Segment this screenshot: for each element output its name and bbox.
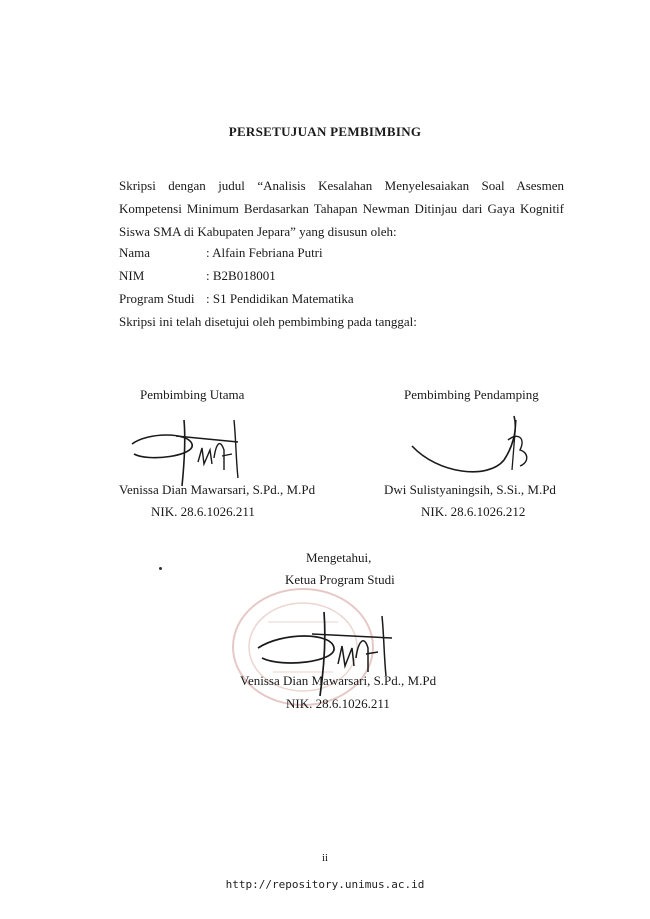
field-value: : S1 Pendidikan Matematika (206, 291, 354, 306)
acknowledgement-nik: NIK. 28.6.1026.211 (286, 696, 390, 711)
field-label: NIM (119, 268, 145, 283)
secondary-supervisor-role: Pembimbing Pendamping (404, 387, 539, 402)
page-title: PERSETUJUAN PEMBIMBING (228, 124, 422, 139)
primary-supervisor-name: Venissa Dian Mawarsari, S.Pd., M.Pd (119, 482, 316, 497)
page-number: ii (321, 852, 329, 864)
secondary-signature (408, 410, 548, 490)
primary-supervisor-role: Pembimbing Utama (140, 387, 245, 402)
field-label: Nama (119, 245, 151, 260)
field-value: : Alfain Febriana Putri (206, 245, 323, 260)
intro-paragraph (119, 174, 564, 243)
field-nim (119, 267, 276, 285)
footer-url: http://repository.unimus.ac.id (225, 878, 425, 891)
intro-line-1: Skripsi dengan judul “Analisis Kesalahan Menyelesaiakan Soal Asesmen (119, 178, 564, 193)
approval-text: Skripsi ini telah disetujui oleh pembimbing pada tanggal: (119, 314, 417, 329)
acknowledgement-role: Ketua Program Studi (285, 572, 395, 587)
secondary-supervisor-name: Dwi Sulistyaningsih, S.Si., M.Pd (384, 482, 556, 497)
acknowledgement-name: Venissa Dian Mawarsari, S.Pd., M.Pd (240, 673, 437, 688)
acknowledgement-label: Mengetahui, (306, 550, 372, 565)
intro-line-3: Siswa SMA di Kabupaten Jepara” yang disusun oleh: (119, 224, 397, 239)
field-program-studi (119, 290, 354, 308)
intro-line-2: Kompetensi Minimum Berdasarkan Tahapan Newman Ditinjau dari Gaya Kognitif (119, 201, 564, 216)
field-value: : B2B018001 (206, 268, 276, 283)
primary-signature (128, 414, 258, 490)
primary-supervisor-nik: NIK. 28.6.1026.211 (151, 504, 255, 519)
field-nama (119, 244, 323, 262)
field-label: Program Studi (119, 291, 195, 306)
secondary-supervisor-nik: NIK. 28.6.1026.212 (421, 504, 526, 519)
stray-mark (159, 567, 162, 570)
